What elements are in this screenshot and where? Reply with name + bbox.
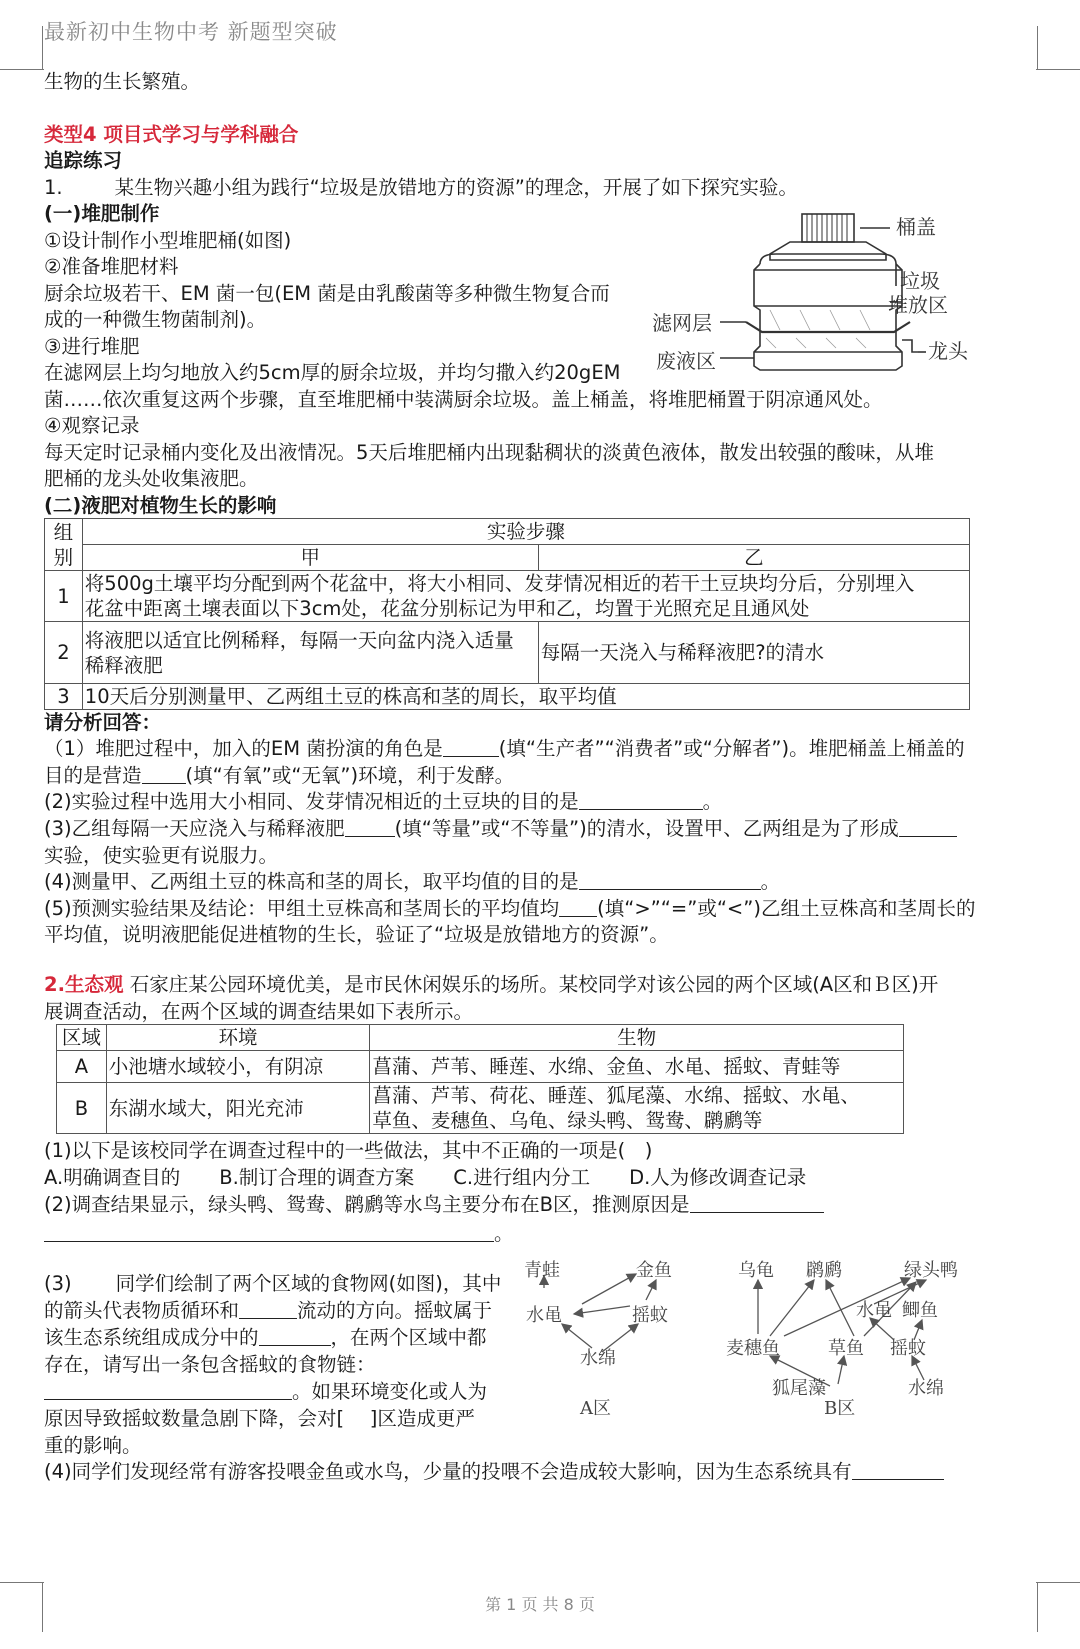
q1-step4: ④观察记录	[44, 414, 140, 437]
th-steps: 实验步骤	[82, 519, 969, 545]
q1-part1-title: (一)堆肥制作	[44, 202, 160, 225]
zone-b-env: 东湖水域大，阳光充沛	[106, 1083, 370, 1134]
q1-step2-line2: 成的一种微生物菌制剂)。	[44, 308, 267, 331]
q2-p1-options: A.明确调查目的 B.制订合理的调查方案 C.进行组内分工 D.人为修改调查记录	[44, 1166, 807, 1189]
q1-step2-line1: 厨余垃圾若干、EM 菌一包(EM 菌是由乳酸菌等多种微生物复合而	[44, 282, 610, 305]
answer-blank[interactable]	[690, 1194, 824, 1213]
node-grasscarp: 草鱼	[828, 1338, 864, 1359]
q1-part2-title: (二)液肥对植物生长的影响	[44, 494, 277, 517]
q1-a5-text-a: (5)预测实验结果及结论：甲组土豆株高和茎周长的平均值均	[44, 897, 560, 920]
node-mallard: 绿头鸭	[904, 1260, 958, 1281]
q1-a3-line1	[44, 815, 957, 842]
q2-p2	[44, 1191, 824, 1218]
table-row	[57, 1083, 904, 1134]
q1-a3-text-b: (填“等量”或“不等量”)的清水，设置甲、乙两组是为了形成	[394, 817, 899, 840]
q2-p3-line1	[44, 1270, 501, 1297]
answer-blank[interactable]	[44, 1381, 292, 1400]
zone-b-bio-2: 草鱼、麦穗鱼、乌龟、绿头鸭、鸳鸯、䴙䴘等	[372, 1109, 763, 1132]
q1-a2-text: (2)实验过程中选用大小相同、发芽情况相近的土豆块的目的是	[44, 790, 579, 813]
q2-p3-text-c2: ，在两个区域中都	[330, 1326, 487, 1349]
q1-step3-line1: 在滤网层上均匀地放入约5cm厚的厨余垃圾，并均匀撒入约20gEM	[44, 361, 621, 384]
zone-b-bio-1: 菖蒲、芦苇、荷花、睡莲、狐尾藻、水绵、摇蚊、水黾、	[372, 1084, 860, 1107]
node-algae-b: 水绵	[908, 1378, 944, 1399]
q2-p4-text: (4)同学们发现经常有游客投喂金鱼或水鸟，少量的投喂不会造成较大影响，因为生态系统具有	[44, 1460, 852, 1483]
q2-stem-a: 石家庄某公园环境优美，是市民休闲娱乐的场所。某校同学对该公园的两个区域(A区和Ｂ区)开	[129, 973, 939, 996]
q2-p4	[44, 1458, 944, 1485]
row1-line1: 将500g土壤平均分配到两个花盆中，将大小相同、发芽情况相近的若干土豆块均分后，分别埋入	[84, 572, 915, 595]
node-grebe: 䴙䴘	[806, 1260, 842, 1281]
q1-a4	[44, 868, 780, 895]
answer-blank[interactable]	[345, 818, 395, 837]
answer-blank[interactable]	[579, 871, 761, 890]
q1-a5-text-b: (填“>”“=”或“<”)乙组土豆株高和茎周长的	[597, 897, 976, 920]
arrow-foxtail-grasscarp	[838, 1356, 844, 1384]
q2-stem-line2: 展调查活动，在两个区域的调查结果如下表所示。	[44, 1000, 474, 1023]
arrow-midge-goldfish	[646, 1280, 656, 1300]
zone-a: A	[57, 1051, 107, 1083]
q1-number: 1.	[44, 176, 63, 199]
crop-mark-bottom-right-h	[1036, 1582, 1080, 1584]
q1-step1: ①设计制作小型堆肥桶(如图)	[44, 229, 292, 252]
th-group-2: 别	[53, 545, 74, 569]
q2-p3-text-e: 。如果环境变化或人为	[292, 1380, 488, 1403]
label-storage-1: 垃圾	[900, 269, 940, 293]
q1-a1-text-b: (填“生产者”“消费者”或“分解者”)。堆肥桶盖上桶盖的	[498, 737, 965, 760]
q1-a1-line1	[44, 735, 965, 762]
row3-text: 10天后分别测量甲、乙两组土豆的株高和茎的周长，取平均值	[82, 684, 969, 710]
node-turtle: 乌龟	[738, 1260, 774, 1281]
label-lid: 桶盖	[896, 215, 936, 239]
node-foxtail: 狐尾藻	[772, 1378, 826, 1399]
row2-no: 2	[45, 622, 83, 684]
q2-p3-line4: 存在，请写出一条包含摇蚊的食物链：	[44, 1353, 376, 1376]
q2-p3-number: (3)	[44, 1272, 72, 1295]
row2-yi: 每隔一天浇入与稀释液肥?的清水	[538, 622, 969, 684]
arrow-midge-strider	[574, 1306, 630, 1314]
q1-stem-text: 某生物兴趣小组为践行“垃圾是放错地方的资源”的理念，开展了如下探究实验。	[114, 176, 798, 199]
answer-blank[interactable]	[44, 1223, 494, 1242]
table-row	[57, 1051, 904, 1083]
q1-a1-text-d: (填“有氧”或“无氧”)环境，利于发酵。	[185, 764, 515, 787]
row3-no: 3	[45, 684, 83, 710]
th-zone: 区域	[57, 1025, 107, 1051]
q1-a4-text: (4)测量甲、乙两组土豆的株高和茎的周长，取平均值的目的是	[44, 870, 579, 893]
label-storage-2: 堆放区	[888, 293, 948, 317]
th-bio: 生物	[370, 1025, 904, 1051]
q1-a1-line2	[44, 762, 514, 789]
arrow-midge-crucian	[914, 1320, 922, 1340]
q1-stem	[44, 174, 798, 201]
node-stoneroller: 麦穗鱼	[726, 1338, 780, 1359]
crop-mark-top-left	[0, 26, 43, 70]
q2-p3-line6: 原因导致摇蚊数量急剧下降，会对[ ]区造成更严	[44, 1407, 475, 1430]
q2-label: 2.生态观	[44, 973, 124, 996]
row1-no: 1	[45, 571, 83, 622]
th-jia: 甲	[82, 545, 538, 571]
th-env: 环境	[106, 1025, 370, 1051]
compost-bin-diagram	[650, 206, 970, 386]
node-crucian: 鲫鱼	[902, 1300, 938, 1321]
label-zone-a: A区	[580, 1398, 611, 1419]
table-row	[45, 571, 970, 622]
node-algae-a: 水绵	[580, 1348, 616, 1369]
page-footer: 第 1 页 共 8 页	[485, 1595, 595, 1614]
q2-p1: (1)以下是该校同学在调查过程中的一些做法，其中不正确的一项是( )	[44, 1139, 653, 1162]
answer-blank[interactable]	[142, 765, 186, 784]
q2-p2-line2	[44, 1220, 514, 1247]
node-frog: 青蛙	[524, 1260, 560, 1281]
row2-jia-1: 将液肥以适宜比例稀释，每隔一天向盆内浇入适量	[84, 628, 514, 652]
crop-mark-top-left-h	[0, 69, 44, 71]
q1-ask: 请分析回答：	[44, 711, 162, 734]
crop-mark-top-right-h	[1036, 69, 1080, 71]
q2-p3-text-a: 同学们绘制了两个区域的食物网(如图)，其中	[115, 1272, 502, 1295]
arrow-algae-strider	[562, 1324, 592, 1348]
answer-blank[interactable]	[579, 791, 703, 810]
section-subtitle: 追踪练习	[44, 149, 123, 172]
zone-b: B	[57, 1083, 107, 1134]
th-group-1: 组	[53, 520, 74, 544]
zone-a-bio: 菖蒲、芦苇、睡莲、水绵、金鱼、水黾、摇蚊、青蛙等	[370, 1051, 904, 1083]
bin-lid-shape	[802, 214, 854, 242]
arrow-stoneroller-grebe	[770, 1280, 814, 1336]
period: 。	[494, 1222, 514, 1245]
label-waste: 废液区	[656, 349, 716, 373]
q1-a5-line1	[44, 895, 975, 922]
intro-tail: 生物的生长繁殖。	[44, 70, 201, 93]
row2-jia-2: 稀释液肥	[84, 653, 163, 677]
q2-p3-line3	[44, 1324, 487, 1351]
node-strider-b: 水黾	[856, 1300, 892, 1321]
label-filter: 滤网层	[652, 311, 712, 335]
q1-a1-text-a: （1）堆肥过程中，加入的EM 菌扮演的角色是	[44, 737, 443, 760]
node-goldfish: 金鱼	[636, 1260, 672, 1281]
arrow-grasscarp-grebe	[826, 1280, 854, 1336]
experiment-table	[44, 518, 970, 710]
q2-p3-line7: 重的影响。	[44, 1434, 142, 1457]
row1-line2: 花盆中距离土壤表面以下3cm处，花盆分别标记为甲和乙，均置于光照充足且通风处	[84, 597, 810, 620]
zone-a-env: 小池塘水域较小，有阴凉	[106, 1051, 370, 1083]
food-web-diagram	[518, 1256, 978, 1422]
q2-p3-text-c: 该生态系统组成成分中的	[44, 1326, 259, 1349]
answer-blank[interactable]	[559, 898, 597, 917]
q1-step4-line1: 每天定时记录桶内变化及出液情况。5天后堆肥桶内出现黏稠状的淡黄色液体，散发出较强的酸味，从堆	[44, 441, 934, 464]
q2-p3-text-b2: 流动的方向。摇蚊属于	[297, 1299, 493, 1322]
q1-a5-line2: 平均值，说明液肥能促进植物的生长，验证了“垃圾是放错地方的资源”。	[44, 923, 669, 946]
survey-table	[56, 1024, 904, 1134]
th-yi: 乙	[538, 545, 969, 571]
table-row	[45, 684, 970, 710]
table-row	[45, 622, 970, 684]
answer-blank[interactable]	[852, 1461, 944, 1480]
q1-a1-text-c: 目的是营造	[44, 764, 142, 787]
crop-mark-top-right	[1037, 26, 1080, 70]
answer-blank[interactable]	[899, 818, 957, 837]
q1-a3-text-a: (3)乙组每隔一天应浇入与稀释液肥	[44, 817, 345, 840]
q1-step3-line2: 菌……依次重复这两个步骤，直至堆肥桶中装满厨余垃圾。盖上桶盖，将堆肥桶置于阴凉通风处。	[44, 388, 883, 411]
q2-p3-line2	[44, 1297, 492, 1324]
answer-blank[interactable]	[259, 1327, 331, 1346]
q1-step4-line2: 肥桶的龙头处收集液肥。	[44, 467, 259, 490]
node-midge-b: 摇蚊	[890, 1338, 926, 1359]
arrow-algae-midge-b	[912, 1356, 924, 1380]
q1-step3: ③进行堆肥	[44, 335, 140, 358]
arrow-strider-goldfish	[582, 1274, 636, 1304]
page-header: 最新初中生物中考 新题型突破	[44, 20, 338, 44]
section-title: 类型4 项目式学习与学科融合	[44, 123, 299, 146]
filter-layer-shape	[746, 322, 910, 332]
th-group	[45, 519, 83, 571]
answer-blank[interactable]	[443, 738, 499, 757]
node-midge-a: 摇蚊	[632, 1305, 668, 1326]
answer-blank[interactable]	[239, 1300, 297, 1319]
q2-p3-text-b: 的箭头代表物质循环和	[44, 1299, 240, 1322]
label-tap: 龙头	[928, 339, 968, 363]
period: 。	[760, 870, 781, 893]
q2-stem-line1	[44, 971, 938, 998]
q1-a2	[44, 788, 722, 815]
q2-p3-line5	[44, 1378, 487, 1405]
q1-a3-line2: 实验，使实验更有说服力。	[44, 844, 279, 867]
crop-mark-bottom-left-h	[0, 1582, 44, 1584]
q1-step2: ②准备堆肥材料	[44, 255, 179, 278]
arrow-midge-strider-b	[870, 1318, 894, 1340]
label-zone-b: B区	[824, 1398, 856, 1419]
period: 。	[702, 790, 723, 813]
node-strider-a: 水黾	[526, 1305, 562, 1326]
q2-p2-text: (2)调查结果显示，绿头鸭、鸳鸯、䴙䴘等水鸟主要分布在B区，推测原因是	[44, 1193, 690, 1216]
